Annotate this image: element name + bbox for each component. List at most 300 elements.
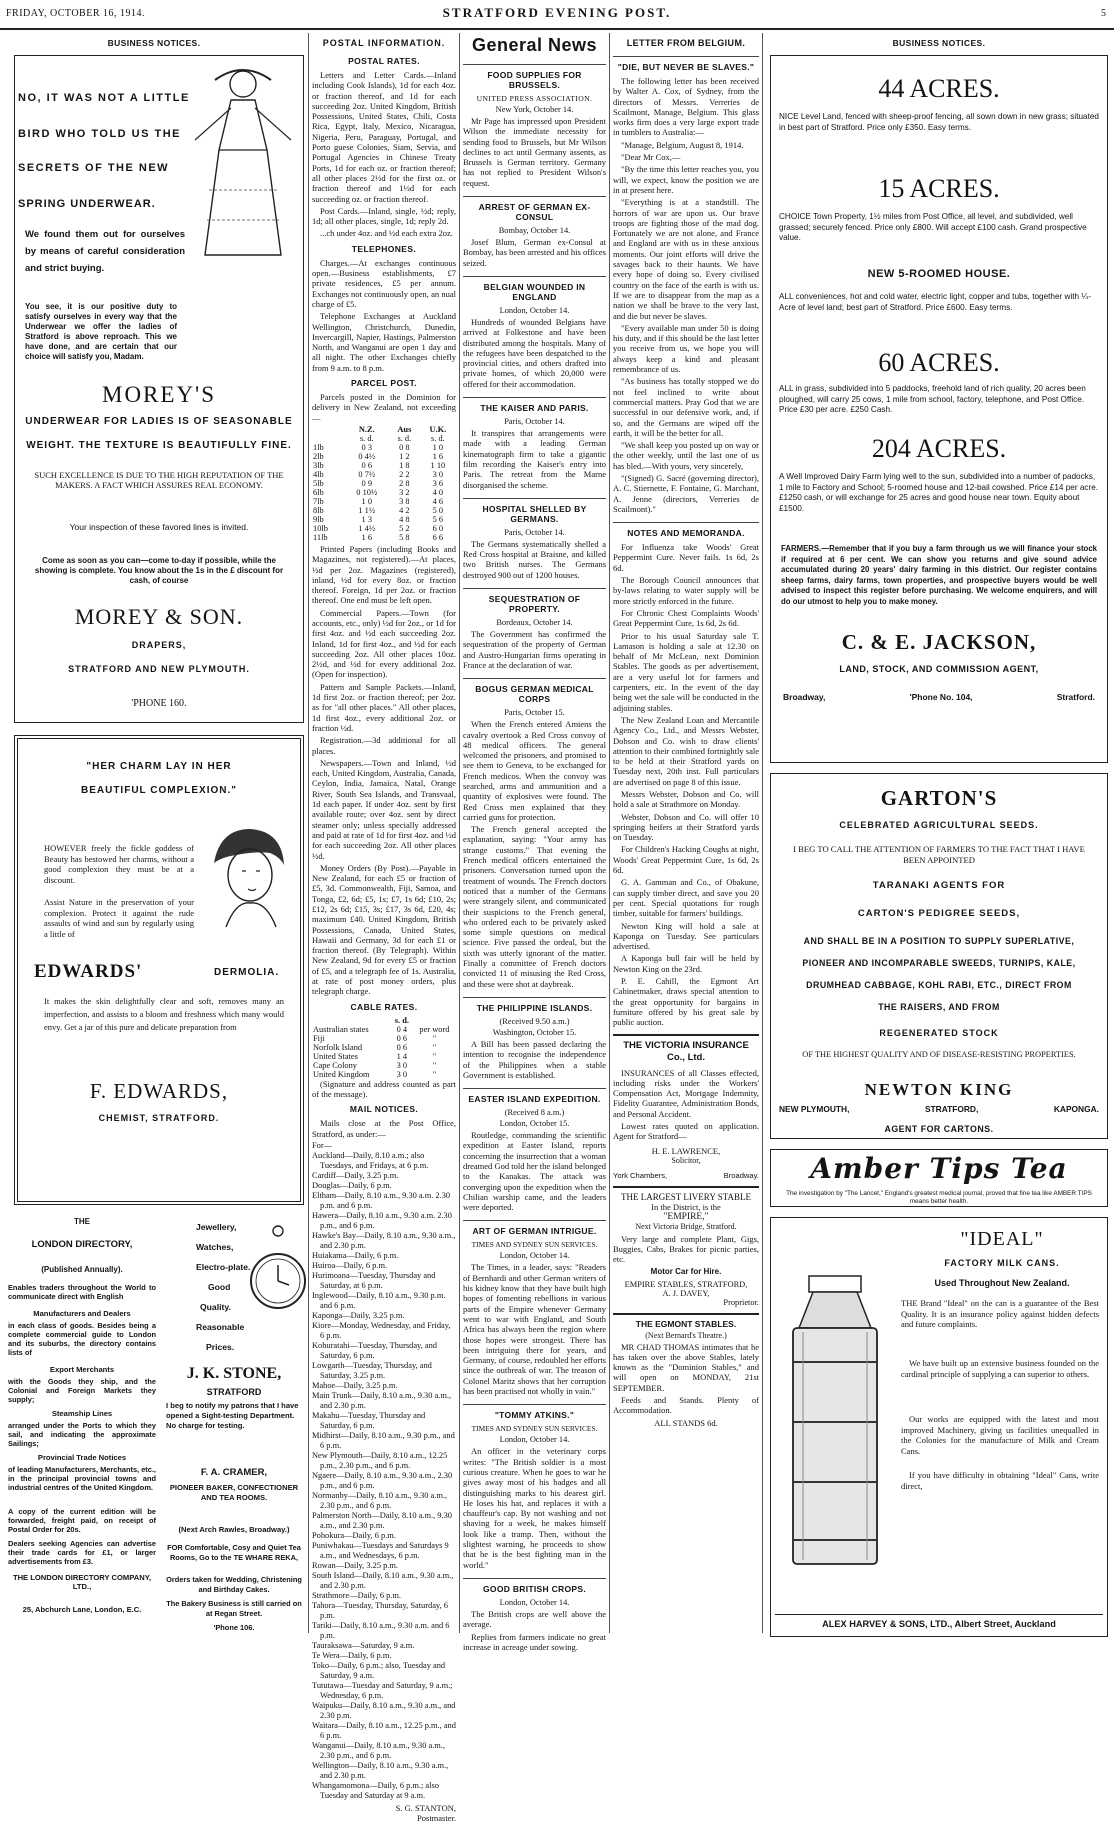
subsection-heading: CABLE RATES. <box>350 1001 418 1012</box>
article-headline: GOOD BRITISH CROPS. <box>463 1578 606 1594</box>
ideal-milk-cans-advertisement <box>770 1217 1108 1637</box>
listing-title: 15 ACRES. <box>878 174 1000 203</box>
table-cell <box>312 1016 391 1025</box>
ad-body: of leading Manufacturers, Merchants, etc., in the principal provincial towns and industrial centres of the United Kingdom. <box>8 1465 156 1492</box>
table-cell: 6lb <box>313 487 324 497</box>
table-cell: 3lb <box>313 460 324 470</box>
list-item: Lowgarth—Tuesday, Thursday, and Saturday, 3.25 p.m. <box>312 1360 432 1380</box>
ad-address: (Next Arch Rawles, Broadway.) <box>178 1525 290 1534</box>
ad-address: STRATFORD, <box>924 1104 979 1114</box>
ad-headline: THE EGMONT STABLES. <box>635 1318 737 1329</box>
ad-body: ALL STANDS 6d. <box>654 1417 718 1428</box>
table-cell: 4 8 <box>399 514 410 524</box>
table-cell: 0 6 <box>361 460 372 470</box>
table-header-row <box>312 425 456 434</box>
ad-body: Lowest rates quoted on application. Agent for Stratford— <box>613 1121 759 1142</box>
ad-body: We found them out for ourselves by means of careful consideration and strict buying. <box>25 229 185 274</box>
woman-portrait-illustration <box>196 823 296 933</box>
ad-phone: 'Phone No. 104, <box>909 692 973 702</box>
note-paragraph: The New Zealand Loan and Mercantile Agency Co., Ltd., and Messrs Webster, Dobson and Co. wish to draw clients' attention to their combined fortnightly sale to be held at their Stratford yards on Tuesday next, 20th inst. Full particulars are advertised on page 8 of this issue. <box>613 714 759 787</box>
ideal-title: "IDEAL" <box>960 1228 1044 1250</box>
table-cell: 0 10½ <box>356 487 378 497</box>
ad-address: Next Victoria Bridge, Stratford. <box>635 1221 737 1231</box>
ad-headline: THE LARGEST LIVERY STABLE <box>620 1191 752 1202</box>
table-cell: United States <box>313 1051 358 1061</box>
table-cell: 1 4½ <box>358 523 376 533</box>
ad-body: Your inspection of these favored lines is invited. <box>69 522 249 532</box>
list-item: Strathmore—Daily, 6 p.m. <box>312 1590 402 1600</box>
list-item: Eltham—Daily, 8.10 a.m., 9.30 a.m. 2.30 p.m. and 6 p.m. <box>312 1190 451 1210</box>
column-letter-from-belgium <box>613 33 759 1638</box>
article-dateline: London, October 14. <box>499 1251 570 1261</box>
article-paragraph: Mr Page has impressed upon President Wilson the immediate necessity for sending food to Brussels, but Mr Wilson declines to act until Germany assents, as Brussels is German territory. Germany has not replied to President Wilson's request. <box>463 116 606 188</box>
table-cell: 9lb <box>313 514 324 524</box>
article-headline: BOGUS GERMAN MEDICAL CORPS <box>463 678 606 704</box>
table-cell: Australian states <box>313 1024 369 1034</box>
ad-subhead: Export Merchants <box>49 1365 115 1374</box>
table-cell: 3 2 <box>399 487 410 497</box>
table-cell: 3 8 <box>399 496 410 506</box>
ad-tagline: UNDERWEAR FOR LADIES IS OF SEASONABLE <box>25 416 293 427</box>
ad-address: Broadway, <box>783 692 826 702</box>
ad-body: Enables traders throughout the World to communicate direct with English <box>8 1283 156 1301</box>
ad-phone: 'PHONE 160. <box>131 698 187 709</box>
table-row <box>312 479 456 488</box>
ad-address: 25, Abchurch Lane, London, E.C. <box>22 1605 142 1614</box>
ad-body: in each class of goods. Besides being a complete commercial guide to London and its suburbs, the directory contains lists of <box>8 1321 156 1357</box>
list-item: Kohuratahi—Tuesday, Thursday, and Saturday, 6 p.m. <box>312 1340 437 1360</box>
newton-king-name: NEWTON KING <box>864 1080 1014 1099</box>
morey-advertisement <box>14 55 304 723</box>
table-cell: s. d. <box>431 433 445 443</box>
table-cell: " <box>432 1069 437 1079</box>
article-paragraph: "Everything is at a standstill. The horrors of war are upon us. Our brave troops are fighting those of the mad dog. Fortunately we are not alone, and France and England are with us in these anxious moments. Our joint efforts will drive the savages back to their haunts. We have every hope of doing so. Every civilised country on the face of the earth is with us. If we are to disappear from the map as a nation we shall be brave to the very last, and die but never be slaves. <box>613 197 759 321</box>
table-cell: Cape Colony <box>313 1060 357 1070</box>
table-row <box>312 533 456 542</box>
ad-body: AGENT FOR CARTONS. <box>884 1124 994 1134</box>
column-rule <box>308 33 309 1633</box>
column-business-notices-left <box>0 33 308 1638</box>
article-paragraph: Replies from farmers indicate no great increase in acreage under sowing. <box>463 1631 606 1652</box>
ad-body: Feeds and Stands. Plenty of Accommodation. <box>613 1394 759 1416</box>
ad-headline: LONDON DIRECTORY, <box>31 1239 133 1250</box>
list-item: Wellington—Daily, 8.10 a.m., 9.30 a.m., and 2.30 p.m. <box>312 1760 449 1780</box>
ad-company: THE LONDON DIRECTORY COMPANY, LTD., <box>12 1573 152 1591</box>
list-item: Mahoe—Daily, 3.25 p.m. <box>312 1380 398 1390</box>
table-cell: 5 6 <box>432 514 444 524</box>
listing-title: 204 ACRES. <box>871 434 1007 463</box>
list-item: Good <box>208 1282 231 1292</box>
table-cell <box>312 425 345 434</box>
ideal-firm-name: ALEX HARVEY & SONS, LTD., Albert Street, Auckland <box>775 1614 1103 1629</box>
table-cell: 2 8 <box>399 478 410 488</box>
ad-body: REGENERATED STOCK <box>879 1028 999 1038</box>
table-cell: U.K. <box>429 424 447 434</box>
masthead <box>0 0 1114 30</box>
article-paragraph: Mails close at the Post Office, Stratford, as under:— <box>312 1118 456 1139</box>
list-item: Makahu—Tuesday, Thursday and Saturday, 6 p.m. <box>312 1410 426 1430</box>
ad-body: I beg to notify my patrons that I have opened a Sight-testing Department. No charge for testing. <box>166 1401 299 1430</box>
list-item: Pohokura—Daily, 6 p.m. <box>312 1530 396 1540</box>
list-item: Waipuku—Daily, 8.10 a.m., 9.30 a.m., and 2.30 p.m. <box>312 1700 456 1720</box>
table-cell: 1 3 <box>361 514 372 524</box>
list-item: Huiakama—Daily, 6 p.m. <box>312 1250 399 1260</box>
london-directory-advertisement <box>8 1217 156 1637</box>
note-paragraph: For Children's Hacking Coughs at night, Woods' Great Peppermint Cure, 1s 6d, 2s 6d. <box>613 844 759 876</box>
table-cell: s. d. <box>394 1015 409 1025</box>
article-paragraph: When the French entered Amiens the cavalry overtook a Red Cross convoy of 48 medical officers. The general welcomed the prisoners, and promised to see them to Geneva, to be exchanged for French medicos. When the convoy was searched, arms and ammunition and a quantity of explosives were found. The Red Cross men explained that they carried guns for protection. <box>463 719 606 822</box>
ad-headline: NO, IT WAS NOT A LITTLE <box>18 92 190 104</box>
article-source: UNITED PRESS ASSOCIATION. <box>476 94 593 103</box>
listing-title: NEW 5-ROOMED HOUSE. <box>867 268 1011 280</box>
listing-body: CHOICE Town Property, 1½ miles from Post Office, all level, and subdivided, well grassed; securely fenced. Price only £800. Will accept £100 cash. Grand prospective value. <box>779 212 1087 242</box>
table-cell: 3 0 <box>396 1060 408 1070</box>
list-item: Ngaere—Daily, 8.10 a.m., 9.30 a.m., 2.30 p.m., and 6 p.m. <box>312 1470 453 1490</box>
table-cell: 5 0 <box>432 505 444 515</box>
section-title: General News <box>471 35 598 55</box>
ad-rule-text: THE <box>74 1217 90 1226</box>
stone-list <box>196 1217 250 1357</box>
ad-body: FOR Comfortable, Cosy and Quiet Tea Rooms, Go to the TE WHARE REKA, <box>167 1543 301 1562</box>
table-cell: 1 0 <box>432 442 444 452</box>
section-heading: BUSINESS NOTICES. <box>892 38 986 48</box>
table-cell: 0 3 <box>361 442 372 452</box>
garton-title: GARTON'S <box>880 786 998 810</box>
list-item: Tariki—Daily, 8.10 a.m., 9.30 a.m. and 6 p.m. <box>312 1620 450 1640</box>
table-cell: N.Z. <box>358 424 375 434</box>
table-cell: 2 2 <box>399 469 410 479</box>
article-paragraph: The following letter has been received by Walter A. Cox, of Sydney, from the directors of Messrs. Verreries de Scailmont, Manage, Belgium. This glass works firm does a very large export trade in tumblers to Australia:— <box>613 76 759 138</box>
article-paragraph: "Dear Mr Cox,— <box>621 152 681 163</box>
morey-brand: MOREY'S <box>102 382 216 407</box>
letter-headline: "DIE, BUT NEVER BE SLAVES." <box>613 56 759 72</box>
table-row <box>312 1061 456 1070</box>
table-cell: 0 6 <box>396 1033 408 1043</box>
table-row <box>312 1070 456 1079</box>
article-paragraph: Telephone Exchanges at Auckland Wellington, Christchurch, Dunedin, Invercargill, Napier, Hastings, Palmerston North, and Wanganui are open 1 day and all night. The other Exchanges chiefly from 9 a.m. to 8 p.m. <box>312 311 456 373</box>
article-headline: ART OF GERMAN INTRIGUE. <box>463 1220 606 1236</box>
product-name: DERMOLIA. <box>214 967 280 978</box>
article-paragraph: "By the time this letter reaches you, you will, we expect, know the position we are in at present here. <box>613 164 759 195</box>
article-dateline: London, October 14. <box>499 1597 570 1607</box>
ad-headline: SECRETS OF THE NEW <box>18 162 170 174</box>
list-item: Hurimoana—Tuesday, Thursday and Saturday, at 6 p.m. <box>312 1270 436 1290</box>
column-rule <box>459 33 460 1633</box>
section-heading: LETTER FROM BELGIUM. <box>626 38 746 48</box>
article-dateline: Bombay, October 14. <box>498 226 571 236</box>
table-cell <box>413 1016 456 1025</box>
article-headline: THE KAISER AND PARIS. <box>463 397 606 413</box>
article-headline: "TOMMY ATKINS." <box>463 1404 606 1420</box>
subsection-heading: PARCEL POST. <box>351 378 417 389</box>
list-item: Electro-plate. <box>196 1262 251 1272</box>
table-cell: 4 0 <box>432 487 444 497</box>
article-paragraph: Routledge, commanding the scientific expedition at Easter Island, reports concerning the insurrection that a woman dreamed God told her the island belonged to the Kanakas. The attack was converging upon the expedition when the Chilian warship came, and the leaders were deported. <box>463 1130 606 1213</box>
ad-body: with the Goods they ship, and the Colonial and Foreign Markets they supply; <box>8 1377 156 1404</box>
ad-address: NEW PLYMOUTH, <box>779 1104 850 1114</box>
table-cell: 1 6 <box>432 451 444 461</box>
list-item: Waitara—Daily, 8.10 a.m., 12.25 p.m., and 6 p.m. <box>312 1720 456 1740</box>
ad-trade: CHEMIST, STRATFORD. <box>98 1113 220 1123</box>
table-cell: 1lb <box>313 442 324 452</box>
table-cell: 6 0 <box>432 523 444 533</box>
article-paragraph: Hundreds of wounded Belgians have arrived at Folkestone and have been distributed among the hospitals. Many of the refugees have been despatched to the provincial cities, and others drafted into private homes, of which 20,000 were offered for their accommodation. <box>463 316 606 389</box>
list-item: Tauraksawa—Saturday, 9 a.m. <box>312 1640 415 1650</box>
ad-headline: BIRD WHO TOLD US THE <box>18 128 182 140</box>
table-cell: 0 4 <box>396 1024 408 1034</box>
ad-body: Very large and complete Plant, Gigs, Buggies, Cabs, Brakes for picnic parties, etc. <box>613 1233 759 1265</box>
note-paragraph: G. A. Gamman and Co., of Obakune, can supply timber direct, and save you 20 per cent. Special quotations for rough timber, suitable for farmers' buildings. <box>613 877 759 919</box>
column-business-notices-right <box>766 33 1112 1638</box>
article-dateline: Paris, October 14. <box>504 417 565 427</box>
ad-body: PIONEER AND INCOMPARABLE SWEEDS, TURNIPS, KALE, <box>802 958 1076 968</box>
empire-stables-advertisement <box>613 1186 759 1307</box>
article-paragraph: Registration.—3d additional for all places. <box>312 735 456 756</box>
article-paragraph: Money Orders (By Post).—Payable in New Zealand, for each £5 or fraction of £5, 3d. Commonwealth, Fiji, Samoa, and Tonga, £2, 6d; £5, 1s; £7, 1s 6d; £10, 2s; £12, 2s 6d; £15, 3s; £17, 3s 6d, £20, 4s; maximum £40. United Kingdom, British Possessions, Canada, United States, Hawaii and Germany, 3d for each £1 or fraction thereof. (By Telegraph). Within New Zealand, 9d for every £5 or fraction of £5, and a telegraph fee of 1s. Australia, at rate of post money orders, plus telegraph charge. <box>312 862 456 997</box>
ad-body: SUCH EXCELLENCE IS DUE TO THE HIGH REPUTATION OF THE MAKERS. A FACT WHICH ASSURES REAL ECONOMY. <box>34 470 284 490</box>
article-paragraph: "As business has totally stopped we do not feel inclined to write about commercial matters. Pray God that we are successful in our defensive work, and, if so, and the Germans are wiped off the earth, it will be the better for all. <box>613 376 759 438</box>
article-paragraph: Newspapers.—Town and Inland, ½d each, United Kingdom, Australia, Canada, Ceylon, India, Jamaica, Natal, Orange River, South Sea Islands, and Transvaal, 1d each paper. If under 4oz. sent by first available route; over 4oz. sent by direct steamer only; unless specially addressed and paid at rate of 1d for first 4oz. and ½d for each succeeding 2oz. All other places ½d. <box>312 757 456 861</box>
article-headline: BELGIAN WOUNDED IN ENGLAND <box>463 276 606 302</box>
jackson-firm-name: C. & E. JACKSON, <box>841 630 1037 654</box>
article-paragraph: The Government has confirmed the sequestration of the property of German and Austro-Hungarian firms operating in France at the declaration of war. <box>463 629 606 670</box>
parcel-rates-table <box>312 425 456 542</box>
list-item: Reasonable <box>196 1322 245 1332</box>
ad-body: It makes the skin delightfully clear and soft, removes many an imperfection, and assists to a bloom and freshness which many would envy. Get a jar of this pure and delicate preparation from <box>44 996 284 1032</box>
ad-address: Stratford. <box>1056 692 1095 702</box>
ad-body: Come as soon as you can—come to-day if possible, while the showing is complete. You know about the 1s in the £ discount for cash, of course <box>34 556 284 585</box>
subsection-heading: POSTAL RATES. <box>348 56 420 66</box>
ad-address-row <box>779 1104 1099 1114</box>
list-item: New Plymouth—Daily, 8.10 a.m., 12.25 p.m., 2.30 p.m., and 6 p.m. <box>312 1450 448 1470</box>
subsection-heading: TELEPHONES. <box>351 243 417 254</box>
table-cell <box>312 434 345 443</box>
edwards-firm-name: F. EDWARDS, <box>89 1079 229 1103</box>
issue-date: FRIDAY, OCTOBER 16, 1914. <box>6 8 146 19</box>
article-dateline: London, October 14. <box>499 1435 570 1445</box>
agent-role: Solicitor, <box>671 1155 701 1165</box>
table-cell: Aus <box>397 424 412 434</box>
lady-figure-illustration <box>185 60 297 258</box>
pocket-watch-icon <box>248 1225 308 1325</box>
list-item: Quality. <box>200 1302 231 1312</box>
ad-body: THE Brand "Ideal" on the can is a guarantee of the Best Quality. It is an insurance policy against hidden defects and future complaints. <box>901 1298 1099 1329</box>
table-cell: 7lb <box>313 496 324 506</box>
listing-body: ALL in grass, subdivided into 5 paddocks, freehold land of rich quality, 20 acres been ploughed, will carry 25 cows, 1 mile from school, factory, telephone, and Post Office. Price £30 per acre. £250 Cash. <box>779 384 1086 414</box>
article-source: TIMES AND SYDNEY SUN SERVICES. <box>471 1424 598 1434</box>
ad-body: TARANAKI AGENTS FOR <box>872 880 1006 891</box>
ad-headline: "HER CHARM LAY IN HER <box>86 761 232 772</box>
stone-firm-name: J. K. STONE, <box>186 1365 282 1382</box>
table-cell: 10lb <box>313 523 328 533</box>
proprietor-name: A. J. DAVEY, <box>662 1288 710 1298</box>
ad-body: The Bakery Business is still carried on at Regan Street. <box>166 1599 302 1618</box>
article-paragraph: "(Signed) G. Sacré (governing director), A. C. Stiernette, F. Fontaine, G. Marchant, A. Jenne (directors, Verreries de Scailmont)." <box>613 472 759 514</box>
list-item: Tahora—Tuesday, Thursday, Saturday, 6 p.m. <box>312 1600 448 1620</box>
list-item: For— <box>312 1140 333 1150</box>
ad-subhead: Used Throughout New Zealand. <box>934 1278 1070 1288</box>
garton-seeds-advertisement <box>770 773 1108 1139</box>
ad-body: CARTON'S PEDIGREE SEEDS, <box>857 908 1021 919</box>
article-paragraph: The Germans systematically shelled a Red Cross hospital at Braisne, and killed two British nurses. The Germans destroyed 900 out of 1200 houses. <box>463 538 606 580</box>
ad-address-row <box>783 692 1095 702</box>
ad-address: KAPONGA. <box>1053 1104 1099 1114</box>
morey-firm-name: MOREY & SON. <box>74 604 244 629</box>
table-row <box>312 497 456 506</box>
signature-title: Postmaster. <box>417 1812 456 1823</box>
milk-can-illustration <box>779 1272 891 1572</box>
ad-body: In the District, is the <box>651 1201 721 1212</box>
list-item: Tututawa—Tuesday and Saturday, 9 a.m.; Wednesday, 6 p.m. <box>312 1680 453 1700</box>
table-header-row <box>312 1016 456 1025</box>
ad-headline: THE VICTORIA INSURANCE Co., Ltd. <box>623 1039 749 1063</box>
article-dateline: London, October 14. <box>499 305 570 315</box>
ad-body: arranged under the Ports to which they sail, and indicating the approximate Sailings; <box>8 1421 156 1448</box>
note-paragraph: The Borough Council announces that by-laws relating to water supply will be more strictly enforced in the future. <box>613 575 759 606</box>
ad-headline: "EMPIRE," <box>663 1211 709 1222</box>
article-source: TIMES AND SYDNEY SUN SERVICES. <box>471 1240 598 1250</box>
table-row <box>312 515 456 524</box>
list-item: Midhirst—Daily, 8.10 a.m., 9.30 p.m., and 6 p.m. <box>312 1430 455 1450</box>
jackson-land-advertisement <box>770 55 1108 763</box>
table-cell: " <box>432 1042 437 1052</box>
article-paragraph: (Signature and address counted as part of the message). <box>312 1078 456 1099</box>
article-paragraph: Josef Blum, German ex-Consul at Bombay, has been arrested and his offices seized. <box>463 237 606 268</box>
ad-body: A copy of the current edition will be forwarded, freight paid, on receipt of Postal Order for 20s. <box>8 1507 156 1534</box>
table-row <box>312 470 456 479</box>
note-paragraph: For Influenza take Woods' Great Peppermint Cure. Never fails. 1s 6d, 2s 6d. <box>613 542 759 573</box>
list-item: Hawera—Daily, 8.10 a.m., 9.30 a.m. 2.30 p.m., and 6 p.m. <box>312 1210 452 1230</box>
ad-subhead: FACTORY MILK CANS. <box>944 1258 1060 1268</box>
table-row <box>312 1025 456 1034</box>
article-dateline: Paris, October 15. <box>504 708 565 718</box>
article-dateline: New York, October 14. <box>495 105 574 114</box>
table-cell: s. d. <box>359 433 374 443</box>
list-item: Main Trunk—Daily, 8.10 a.m., 9.30 a.m., and 2.30 p.m. <box>312 1390 452 1410</box>
article-paragraph: An officer in the veterinary corps writes: "The British soldier is a most curious creature. When he goes to war he gives away most of his badges and all distinguishing marks to his dearest girl. He loses his hat, and replaces it with a chauffeur's cap. By not washing and not shaving for a week, he makes himself look like a tramp. Then, without the slightest warning, he proceeds to show that he is the best fighting man in the world." <box>463 1446 606 1570</box>
ad-body: Motor Car for Hire. <box>650 1266 722 1276</box>
note-paragraph: A Kaponga bull fair will be held by Newton King on the 23rd. <box>613 953 759 974</box>
ad-body: I BEG TO CALL THE ATTENTION OF FARMERS TO THE FACT THAT I HAVE BEEN APPOINTED <box>793 844 1085 865</box>
table-row <box>312 461 456 470</box>
ad-subhead: Provincial Trade Notices <box>37 1453 127 1462</box>
list-item: Palmerston North—Daily, 8.10 a.m., 9.30 a.m., and 2.30 p.m. <box>312 1510 452 1530</box>
ad-body: If you have difficulty in obtaining "Ideal" Cans, write direct, <box>901 1470 1099 1491</box>
table-cell: 1 4 <box>396 1051 408 1061</box>
ad-body: MR CHAD THOMAS intimates that he has taken over the above Stables, lately known as the "Dominion Stables," and will open on MONDAY, 21st SEPTEMBER. <box>613 1341 759 1393</box>
article-paragraph: "Every available man under 50 is doing his duty, and if this should be the last letter you receive from us, we hope you will always keep a kind and pleasant remembrance of us. <box>613 322 759 375</box>
victoria-insurance-advertisement <box>613 1034 759 1180</box>
edwards-advertisement <box>14 735 304 1205</box>
note-paragraph: P. E. Cahill, the Egmont Art Cabinetmaker, draws special attention to the great opportunity for bargains in furniture offered by his great sale by public auction. <box>613 976 759 1028</box>
table-row <box>312 1034 456 1043</box>
ad-body: EMPIRE STABLES, STRATFORD, <box>624 1279 748 1289</box>
ad-body: The investigation by "The Lancet," England's greatest medical journal, proved that fine tea like AMBER TIPS means better health. <box>786 1190 1092 1205</box>
table-row <box>312 1052 456 1061</box>
cramer-firm-name: F. A. CRAMER, <box>200 1467 268 1478</box>
ad-body: Assist Nature in the preservation of your complexion. Protect it against the rude assaults of wind and sun by regularly using a little of <box>44 897 194 939</box>
table-cell: 4lb <box>313 469 324 479</box>
table-row <box>312 488 456 497</box>
article-paragraph: It transpires that arrangements were made with a leading German kinematograph firm to take a gigantic film recording the Kaiser's entry into Paris. The retreat from the Marne disorganised the scheme. <box>463 428 606 490</box>
ad-trade: PIONEER BAKER, CONFECTIONER AND TEA ROOMS. <box>169 1483 299 1502</box>
article-headline: ARREST OF GERMAN EX-CONSUL <box>463 196 606 222</box>
table-cell: per word <box>419 1024 450 1034</box>
section-heading: NOTES AND MEMORANDA. <box>613 522 759 538</box>
article-headline: HOSPITAL SHELLED BY GERMANS. <box>463 498 606 524</box>
table-cell: 1 10 <box>430 460 446 470</box>
table-row <box>312 443 456 452</box>
ad-body: Our works are equipped with the latest and most improved Machinery, giving us facilities unequalled in the Colonies for the manufacture of Milk and Cream Cans. <box>901 1414 1099 1456</box>
note-paragraph: Messrs Webster, Dobson and Co. will hold a sale at Strathmore on Monday. <box>613 789 759 810</box>
note-paragraph: Newton King will hold a sale at Kaponga on Tuesday. See particulars advertised. <box>613 920 759 952</box>
signature-name: S. G. STANTON, <box>395 1802 456 1813</box>
cable-rates-table <box>312 1016 456 1079</box>
subsection-heading: MAIL NOTICES. <box>349 1104 419 1115</box>
ad-trade: DRAPERS, <box>131 640 187 650</box>
ad-subhead: Steamship Lines <box>51 1409 113 1418</box>
table-cell: " <box>432 1051 437 1061</box>
edwards-brand: EDWARDS' <box>34 961 143 982</box>
ad-body: AND SHALL BE IN A POSITION TO SUPPLY SUPERLATIVE, <box>803 936 1075 946</box>
farmers-notice: FARMERS.—Remember that if you buy a farm through us we will finance your stock if required at 6 per cent. We can show you returns and give sound advice accumulated during 20 years' dairy farming in this district. Our register contains sheep farms, dairy farms, town properties, and prospective buyers would be well advised to inspect this register before purchasing. We welcome enquirers, and will do our utmost to help you to make money. <box>781 544 1097 606</box>
table-cell: 0 6 <box>396 1042 408 1052</box>
list-item: Toko—Daily, 6 p.m.; also, Tuesday and Saturday, 9 a.m. <box>312 1660 446 1680</box>
list-item: Hawke's Bay—Daily, 8.10 a.m., 9.30 a.m., and 2.30 p.m. <box>312 1230 456 1250</box>
section-heading: BUSINESS NOTICES. <box>107 38 201 48</box>
article-paragraph: The British crops are well above the average. <box>463 1608 606 1630</box>
ad-address: STRATFORD <box>206 1387 262 1397</box>
list-item: Puniwhakau—Tuesdays and Saturdays 9 a.m., and Wednesdays, 6 p.m. <box>312 1540 449 1560</box>
table-cell: 5 8 <box>399 532 410 542</box>
article-paragraph: Letters and Letter Cards.—Inland including Cook Islands), 1d for each 4oz. or fraction thereof, and 1d for each succeeding 2oz. United Kingdom, British Possessions, United States, Chili, Costa Rica, Egypt, Italy, Mexico, Nicaragua, Nigeria, Peru, Paraguay, Portugal, and Porto guese Colonies, Siam, Servia, and Portugal Agencies in Chinese Treaty Ports, 1d for each oz. or fraction thereof; all other places 2½d for the first oz. or fraction thereof and 1½d for each succeeding oz. or fraction thereof. <box>312 70 456 204</box>
table-cell: 8lb <box>313 505 324 515</box>
table-row <box>312 506 456 515</box>
article-dateline: Bordeaux, October 14. <box>496 618 573 628</box>
article-paragraph: Commercial Papers.—Town (for accounts, etc., only) ½d for 2oz., or 1d for first 4oz. and ½d each succeeding 2oz. Inland, 1d for first 4oz., and ½d for each succeeding 2oz. All other places 10oz. 2½d, and ½d for every additional 2oz. (Open for inspection). <box>312 607 456 680</box>
table-row <box>312 1043 456 1052</box>
section-heading: POSTAL INFORMATION. <box>322 38 446 48</box>
table-cell: 5lb <box>313 478 324 488</box>
ad-address: (Next Bernard's Theatre.) <box>645 1330 727 1340</box>
list-item: Te Wera—Daily, 6 p.m. <box>312 1650 392 1660</box>
article-paragraph: Printed Papers (including Books and Magazines, not registered).—At places, ½d per 2oz. Magazines (registered), inland, ½d for every 8oz. or fraction thereof. Foreign, 1d per 2oz. or fraction thereof. One end must be left open. <box>312 543 456 606</box>
list-item: Cardiff—Daily, 3.25 p.m. <box>312 1170 399 1180</box>
listing-body: NICE Level Land, fenced with sheep-proof fencing, all sown down in new grass; situated in best part of Stratford. Price only £350. Easy terms. <box>779 112 1099 132</box>
list-item: South Island—Daily, 8.10 a.m., 9.30 a.m., and 2.30 p.m. <box>312 1570 454 1590</box>
ad-subhead: Manufacturers and Dealers <box>33 1309 131 1318</box>
article-paragraph: The Times, in a leader, says: "Readers of Bernhardi and other German writers of his kidney know that they have built high hopes of fomenting rebellions in various parts of the Empire whenever Germany went to war with England, and South Africa has always been the region where those hopes were strongest. There has been intriguing there for years, and Germany, of course, redoubled her efforts since the outbreak of war. The treason of Colonel Maritz shows that her corruption has been practised not wholly in vain." <box>463 1262 606 1397</box>
list-item: Watches, <box>196 1242 234 1252</box>
note-paragraph: Webster, Dobson and Co. will offer 10 springing heifers at their Stratford yards on Tuesday. <box>613 811 759 843</box>
ad-body: THE RAISERS, AND FROM <box>878 1002 1000 1012</box>
ad-subhead: CELEBRATED AGRICULTURAL SEEDS. <box>839 820 1039 830</box>
note-paragraph: Prior to his usual Saturday sale T. Lamason is holding a sale at 12.30 on behalf of Mr McLean, next Dominion Stables. The goods as per advertisement, are a very useful lot for farmers and carpenters, etc. In the event of the day being wet the sale will be conducted in the adjoining stables. <box>613 630 759 713</box>
article-paragraph: The French general accepted the explanation, saying: "Your army has strange customs." That evening the French medical officers entertained the prisoners. Conversation turned upon the treatment of wounds. The French doctors noticed that a number of the Germans were strangely silent, and communicated their suspicions to the French general, who ordered each to be privately asked some simple questions on medical science. Five passed the ordeal, but the sixth was utterly ignorant of the matter. Finally a committee of French doctors convicted 11 of misusing the Red Cross, and these were shot at daybreak. <box>463 824 606 989</box>
list-item: Wanganui—Daily, 8.10 a.m., 9.30 a.m., 2.30 p.m., and 6 p.m. <box>312 1740 445 1760</box>
ad-body: DRUMHEAD CABBAGE, KOHL RABI, ETC., DIRECT FROM <box>806 980 1072 990</box>
egmont-stables-advertisement <box>613 1313 759 1428</box>
list-item: Huiroa—Daily, 6 p.m. <box>312 1260 388 1270</box>
ad-body: OF THE HIGHEST QUALITY AND OF DISEASE-RESISTING PROPERTIES. <box>802 1050 1076 1059</box>
ad-body: Orders taken for Wedding, Christening and Birthday Cakes. <box>166 1575 302 1594</box>
note-paragraph: For Chronic Chest Complaints Woods' Great Peppermint Cure, 1s 6d, 2s 6d. <box>613 607 759 629</box>
article-paragraph: "Manage, Belgium, August 8, 1914. <box>621 139 744 150</box>
table-cell: 1 1½ <box>358 505 376 515</box>
list-item: Douglas—Daily, 6 p.m. <box>312 1180 392 1190</box>
table-cell: 0 9 <box>361 478 372 488</box>
amber-tips-logo: Amber Tips Tea <box>810 1152 1068 1185</box>
